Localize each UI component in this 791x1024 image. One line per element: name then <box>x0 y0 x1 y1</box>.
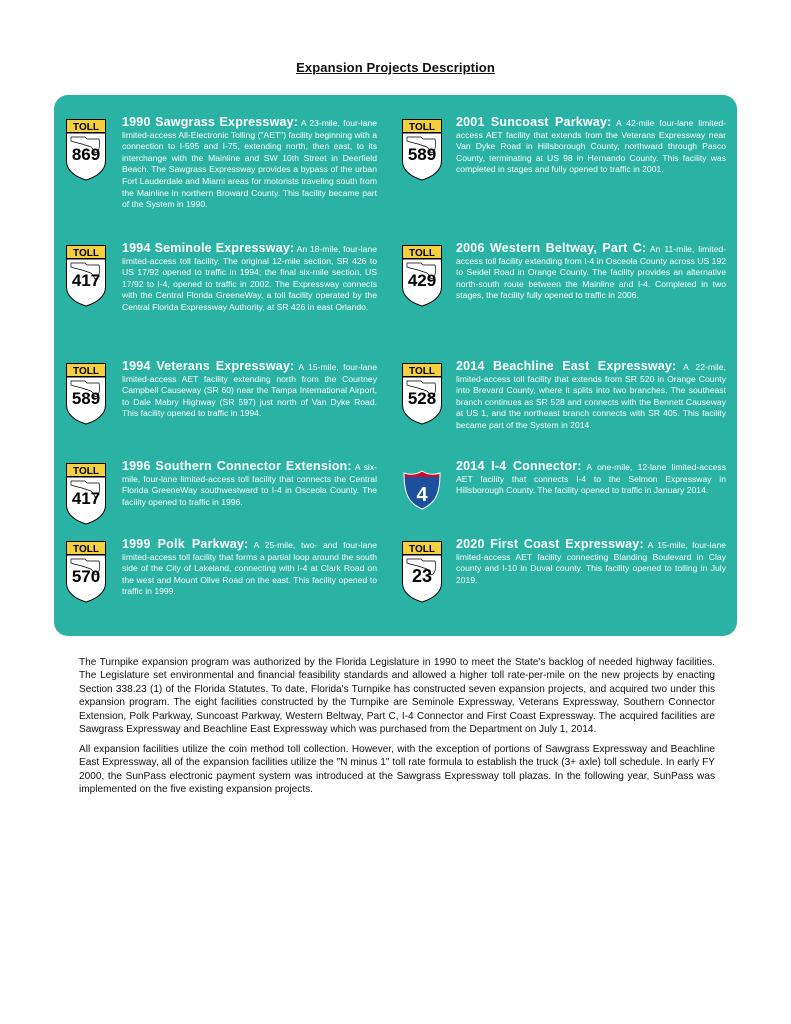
paragraph-1: The Turnpike expansion program was authorized by the Florida Legislature in 1990 to meet the State's backlog of needed highway facilities. The Legislature set environmental and financial feasibility standards and allowed a higher toll rate-per-mile on the new projects by enacting Section 338.23 (1) of the Florida Statutes. To date, Florida's Turnpike has constructed seven expansion projects, and acquired two under this expansion program. The eight facilities constructed by the Turnpike are Seminole Expressway, Veterans Expressway, Southern Connector Extension, Polk Parkway, Suncoast Parkway, Western Beltway, Part C, I-4 Connector and First Coast Expressway. The acquired facilities are Sawgrass Expressway and Beachline East Expressway which was purchased from the Department on July 1, 2014. <box>79 657 715 736</box>
project-description <box>122 461 377 508</box>
page-title: Expansion Projects Description <box>296 60 495 75</box>
project-body: A 25-mile, two- and four-lane limited-access toll facility that forms a partial loop around the south side of the City of Lakeland, connecting with I-4 at Clark Road on the west and Mount Olive Road on the east. This facility opened to traffic in 1999. <box>122 540 377 597</box>
project-description <box>122 117 377 211</box>
route-number: 589 <box>407 145 437 164</box>
project-description <box>456 461 726 497</box>
toll-label: TOLL <box>73 544 99 555</box>
paragraph-2: All expansion facilities utilize the coin method toll collection. However, with the exception of portions of Sawgrass Expressway and Beachline East Expressway, all of the expansion facilities utilize the "N minus 1" toll rate formula to establish the truck (3+ axle) toll schedule. In early FY 2000, the SunPass electronic payment system was introduced at the Sawgrass Expressway toll plazas. In the following year, SunPass was implemented on the five existing expansion projects. <box>79 744 715 796</box>
toll-label: TOLL <box>73 366 99 377</box>
project-heading: 2006 Western Beltway, Part C: <box>456 241 647 255</box>
project-description <box>122 361 377 420</box>
project-heading: 1994 Veterans Expressway: <box>122 359 295 373</box>
toll-label: TOLL <box>73 122 99 133</box>
project-heading: 2014 Beachline East Expressway: <box>456 359 677 373</box>
project-body: An 18-mile, four-lane limited-access toll facility. The original 12-mile section, SR 426 to US 17/92 opened to traffic in 1994; the final six-mile section, US 17/92 to I-4, opened to traffic in 2002. The Expressway connects with the Central Florida GreeneWay, a toll facility operated by the Central Florida Expressway Authority, at SR 426 in east Orlando. <box>122 244 378 312</box>
project-body: A 15-mile, four-lane limited-access AET facility connecting Blanding Boulevard in Clay county and I-10 in Duval county. This facility opened to tolling in July 2019. <box>456 540 726 585</box>
route-number: 528 <box>407 389 437 408</box>
project-description <box>122 243 377 314</box>
toll-shield-icon <box>66 541 106 603</box>
toll-shield-icon <box>402 363 442 425</box>
project-heading: 1994 Seminole Expressway: <box>122 241 295 255</box>
toll-shield-icon <box>402 119 442 181</box>
project-body: A one-mile, 12-lane limited-access AET facility that connects I-4 to the Selmon Expressway in Hillsborough County. The facility opened to traffic in January 2014. <box>456 462 726 496</box>
project-description <box>456 361 726 432</box>
projects-panel <box>54 95 737 636</box>
route-number: 417 <box>71 271 101 290</box>
toll-shield-icon <box>402 245 442 307</box>
toll-shield-icon <box>66 245 106 307</box>
project-description <box>456 243 726 302</box>
route-number: 570 <box>71 567 101 586</box>
toll-label: TOLL <box>409 122 435 133</box>
project-body: An 11-mile, limited-access toll facility extending from I-4 in Osceola County across US 192 to Seidel Road in Orange County. The facility provides an alternative north-south route between the Mainline and I-4. Completed in two stages, the facility fully opened to traffic in 2006. <box>456 244 726 301</box>
project-body: A 23-mile, four-lane limited-access All-Electronic Tolling ("AET") facility beginning with a connection to I-595 and I-75, extending north, then east, to its interchange with the Mainline and SW 10th Street in Deerfield Beach. The Sawgrass Expressway provides a bypass of the urban Fort Lauderdale and Miami areas for motorists traveling south from the Mainline in northern Broward County. This facility became part of the System in 1990. <box>122 118 377 210</box>
route-number: 23 <box>411 566 433 586</box>
toll-shield-icon <box>66 463 106 525</box>
project-body: A 22-mile, limited-access toll facility that extends from SR 520 in Orange County into Brevard County, where it splits into two branches. The southeast branch continues as SR 528 and connects with the Bennett Causeway at US 1, and the northeast branch connects with SR 405. This facility became part of the System in 2014. <box>456 362 726 430</box>
route-number: 4 <box>416 484 428 506</box>
project-description <box>456 539 726 586</box>
toll-label: TOLL <box>409 366 435 377</box>
project-heading: 2001 Suncoast Parkway: <box>456 115 612 129</box>
project-body: A 42-mile four-lane limited-access AET facility that extends from the Veterans Expressway near Van Dyke Road in Hillsborough County, northward through Pasco County, terminating at US 98 in Hernando County. This facility was completed in stages and fully opened to traffic in 2001. <box>456 118 726 175</box>
project-body: A 15-mile, four-lane limited-access AET facility extending north from the Courtney Campbell Causeway (SR 60) near the Tampa International Airport, to Dale Mabry Highway (SR 597) just north of Van Dyke Road. This facility opened to traffic in 1994. <box>122 362 377 419</box>
project-body: A six-mile, four-lane limited-access toll facility that connects the Central Florida GreeneWay southwestward to I-4 in Osceola County. The facility opened to traffic in 1996. <box>122 462 377 507</box>
toll-shield-icon <box>66 119 106 181</box>
toll-label: TOLL <box>73 248 99 259</box>
project-heading: 2020 First Coast Expressway: <box>456 537 644 551</box>
route-number: 429 <box>407 271 437 290</box>
route-number: 417 <box>71 489 101 508</box>
toll-label: TOLL <box>73 466 99 477</box>
project-heading: 2014 I-4 Connector: <box>456 459 582 473</box>
project-description <box>122 539 377 598</box>
route-number: 589 <box>71 389 101 408</box>
toll-shield-icon <box>66 363 106 425</box>
project-heading: 1996 Southern Connector Extension: <box>122 459 352 473</box>
toll-label: TOLL <box>409 544 435 555</box>
route-number: 869 <box>71 145 101 164</box>
toll-shield-icon <box>402 541 442 603</box>
project-heading: 1990 Sawgrass Expressway: <box>122 115 299 129</box>
project-heading: 1999 Polk Parkway: <box>122 537 249 551</box>
toll-label: TOLL <box>409 248 435 259</box>
interstate-shield-icon <box>402 463 442 525</box>
project-description <box>456 117 726 176</box>
